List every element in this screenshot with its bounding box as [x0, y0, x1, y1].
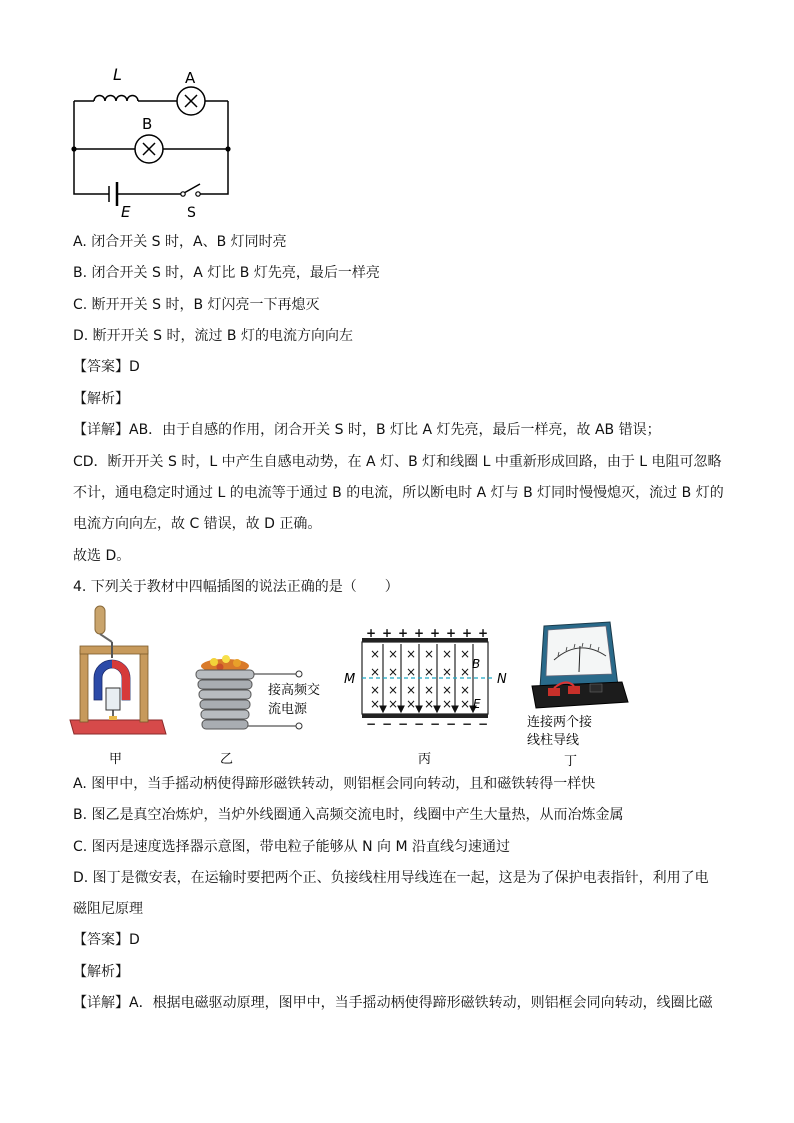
q3-detail-ab: 【详解】AB．由于自感的作用，闭合开关 S 时，B 灯比 A 灯先亮，最后一样亮，故 AB 错误； [73, 422, 661, 438]
electric-field-arrow [452, 706, 458, 712]
magnetic-field-cross: × [406, 647, 417, 661]
q4-stem: 4. 下列关于教材中四幅插图的说法正确的是（ ） [73, 579, 399, 595]
magnetic-field-cross: × [424, 697, 435, 711]
figure-ding-label-line1: 连接两个接 [527, 715, 593, 730]
figure-bing-caption: 丙 [418, 752, 432, 767]
plus-sign: + [414, 628, 425, 640]
q3-analysis-heading: 【解析】 [73, 391, 129, 407]
q3-answer: 【答案】D [73, 359, 140, 375]
q4-answer: 【答案】D [73, 932, 140, 948]
figure-bing-n-label: N [497, 672, 507, 687]
magnetic-field-cross: × [442, 697, 453, 711]
q3-option-d: D. 断开开关 S 时，流过 B 灯的电流方向向左 [73, 328, 353, 344]
plus-sign: + [382, 628, 393, 640]
figure-bing-m-label: M [344, 672, 356, 687]
magnetic-field-cross: × [388, 697, 399, 711]
magnetic-field-cross: × [460, 697, 471, 711]
figure-bing-e-label: E [473, 697, 481, 711]
magnetic-field-cross: × [424, 665, 435, 679]
magnetic-field-cross: × [442, 683, 453, 697]
magnetic-field-cross: × [460, 683, 471, 697]
q4-option-c: C. 图丙是速度选择器示意图，带电粒子能够从 N 向 M 沿直线匀速通过 [73, 839, 511, 855]
magnetic-field-cross: × [424, 647, 435, 661]
electric-field-arrow [398, 706, 404, 712]
q4-option-a: A. 图甲中，当手摇动柄使得蹄形磁铁转动，则铝框会同向转动，且和磁铁转得一样快 [73, 776, 596, 792]
plus-sign: + [430, 628, 441, 640]
q3-option-c: C. 断开开关 S 时，B 灯闪亮一下再熄灭 [73, 297, 320, 313]
inductor-label: L [113, 65, 122, 84]
minus-sign: − [478, 717, 489, 731]
magnetic-field-cross: × [406, 697, 417, 711]
plus-sign: + [398, 628, 409, 640]
minus-sign: − [446, 717, 457, 731]
plus-sign: + [446, 628, 457, 640]
lamp-b-label: B [142, 115, 153, 133]
electric-field-arrow [416, 706, 422, 712]
plus-sign: + [478, 628, 489, 640]
electric-field-arrow [434, 706, 440, 712]
q3-conclusion: 故选 D。 [73, 548, 131, 564]
circuit-diagram [60, 60, 250, 225]
figure-ding-caption: 丁 [564, 754, 578, 769]
q3-detail-cd-line3: 电流方向向左，故 C 错误，故 D 正确。 [73, 516, 322, 532]
magnetic-field-cross: × [460, 665, 471, 679]
figure-bing-b-label: B [472, 657, 481, 671]
figure-yi-label-line1: 接高频交 [268, 683, 321, 698]
q4-option-b: B. 图乙是真空冶炼炉，当炉外线圈通入高频交流电时，线圈中产生大量热，从而冶炼金属 [73, 807, 624, 823]
magnetic-field-cross: × [370, 665, 381, 679]
figure-jia-caption: 甲 [109, 752, 123, 767]
plus-sign: + [462, 628, 473, 640]
magnetic-field-cross: × [370, 683, 381, 697]
q4-analysis-heading: 【解析】 [73, 964, 129, 980]
magnetic-field-cross: × [442, 647, 453, 661]
magnetic-field-cross: × [388, 647, 399, 661]
figure-yi-furnace [180, 650, 345, 770]
figure-jia-magnet-apparatus [66, 602, 171, 770]
minus-sign: − [430, 717, 441, 731]
minus-sign: − [398, 717, 409, 731]
battery-label: E [121, 203, 131, 221]
magnetic-field-cross: × [442, 665, 453, 679]
minus-sign: − [462, 717, 473, 731]
magnetic-field-cross: × [370, 647, 381, 661]
minus-sign: − [414, 717, 425, 731]
figure-yi-caption: 乙 [220, 752, 234, 767]
minus-sign: − [382, 717, 393, 731]
magnetic-field-cross: × [406, 683, 417, 697]
figure-ding-label-line2: 线柱导线 [527, 733, 580, 748]
figure-ding-microammeter [522, 616, 637, 770]
lamp-a-label: A [185, 69, 196, 87]
q3-option-b: B. 闭合开关 S 时，A 灯比 B 灯先亮，最后一样亮 [73, 265, 380, 281]
magnetic-field-cross: × [370, 697, 381, 711]
figure-bing-velocity-selector [340, 628, 520, 770]
magnetic-field-cross: × [388, 683, 399, 697]
magnetic-field-cross: × [424, 683, 435, 697]
q3-detail-cd-line1: CD．断开开关 S 时，L 中产生自感电动势，在 A 灯、B 灯和线圈 L 中重新形成回路，由于 L 电阻可忽略 [73, 454, 722, 470]
q3-detail-cd-line2: 不计，通电稳定时通过 L 的电流等于通过 B 的电流，所以断电时 A 灯与 B 灯同时慢慢熄灭，流过 B 灯的 [73, 485, 724, 501]
q4-detail-a: 【详解】A．根据电磁驱动原理，图甲中，当手摇动柄使得蹄形磁铁转动，则铝框会同向转动，线圈比磁 [73, 995, 713, 1011]
q3-option-a: A. 闭合开关 S 时，A、B 灯同时亮 [73, 234, 287, 250]
magnetic-field-cross: × [406, 665, 417, 679]
minus-sign: − [366, 717, 377, 731]
switch-label: S [187, 205, 196, 221]
magnetic-field-cross: × [460, 647, 471, 661]
figure-yi-label-line2: 流电源 [268, 702, 308, 717]
electric-field-arrow [380, 706, 386, 712]
magnetic-field-cross: × [388, 665, 399, 679]
q4-option-d-line1: D. 图丁是微安表，在运输时要把两个正、负接线柱用导线连在一起，这是为了保护电表指针，利用了电 [73, 870, 709, 886]
q4-option-d-line2: 磁阻尼原理 [73, 901, 143, 917]
plus-sign: + [366, 628, 377, 640]
